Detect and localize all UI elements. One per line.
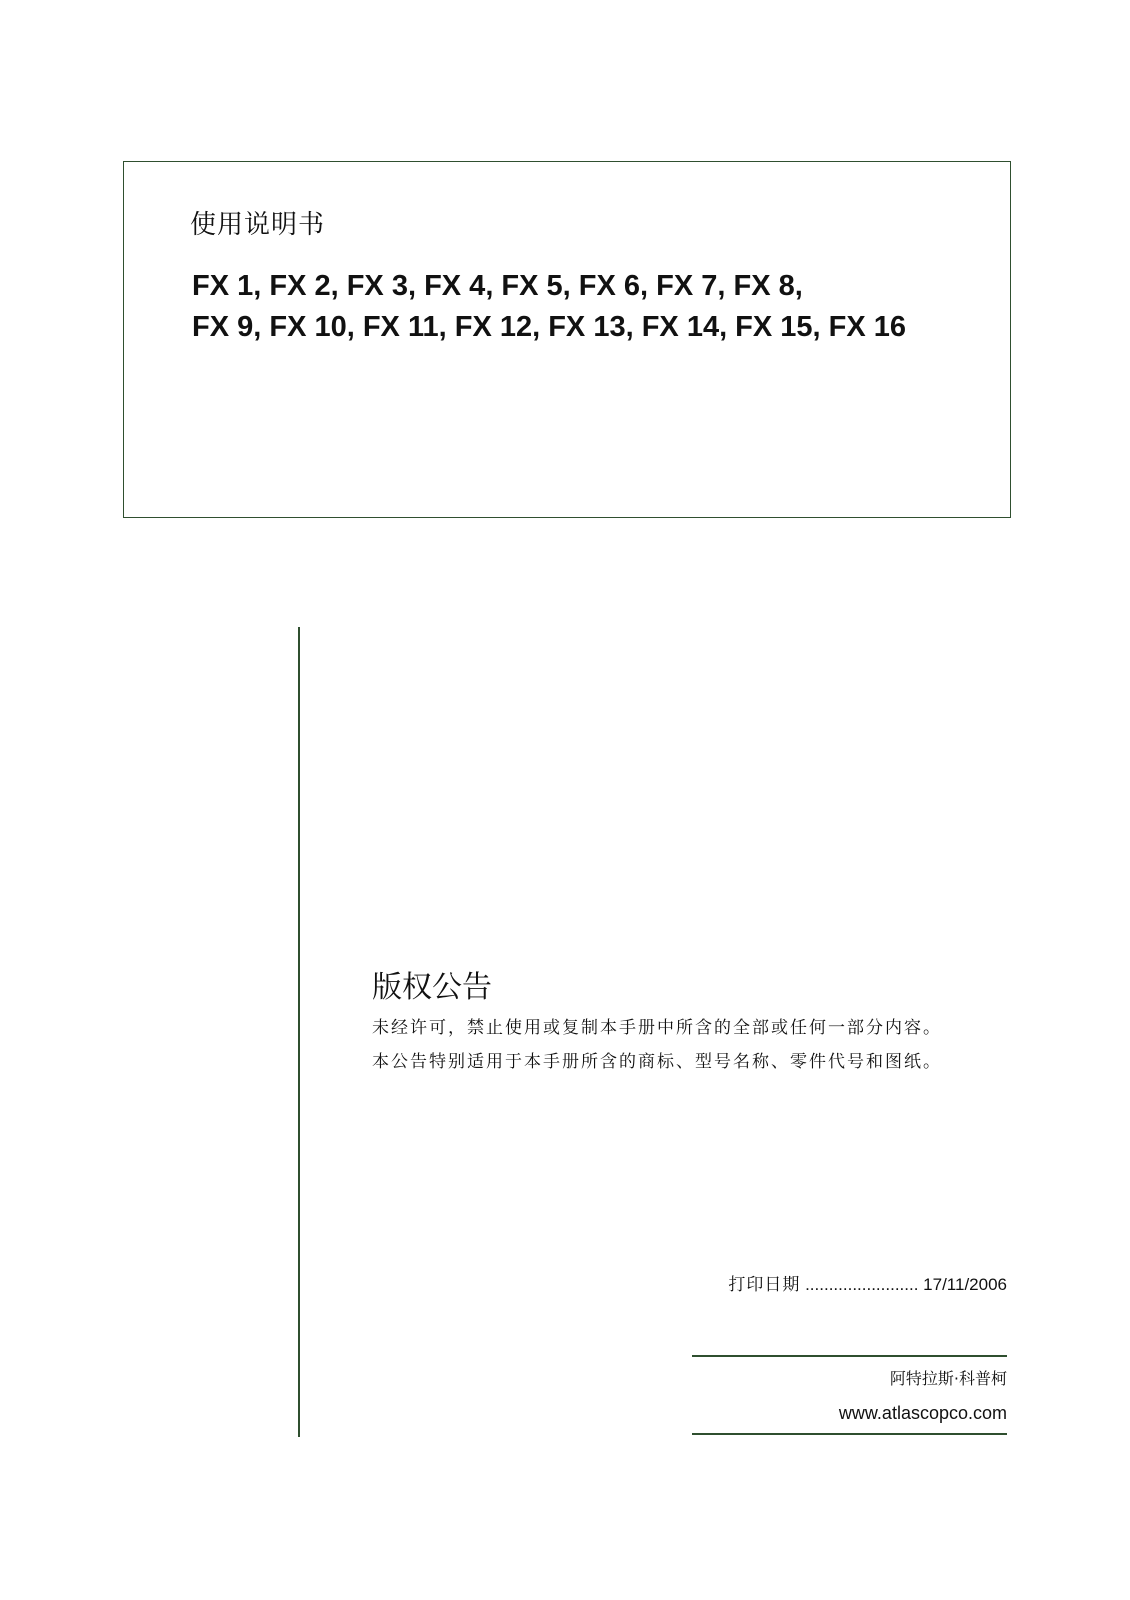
copyright-notice-line-2: 本公告特别适用于本手册所含的商标、型号名称、零件代号和图纸。 xyxy=(372,1052,942,1072)
vertical-divider xyxy=(298,627,300,1437)
cover-title-box xyxy=(123,161,1011,518)
copyright-notice-title: 版权公告 xyxy=(372,970,492,1005)
company-website-link[interactable]: www.atlascopco.com xyxy=(838,1403,1007,1423)
copyright-notice-line-1: 未经许可，禁止使用或复制本手册中所含的全部或任何一部分内容。 xyxy=(372,1018,942,1038)
document-type-title: 使用说明书 xyxy=(190,210,326,240)
model-list xyxy=(192,266,906,348)
footer-bottom-rule xyxy=(692,1433,1007,1435)
print-date-label: 打印日期 xyxy=(728,1275,801,1295)
print-date-value: 17/11/2006 xyxy=(923,1275,1007,1294)
model-list-line-1: FX 1, FX 2, FX 3, FX 4, FX 5, FX 6, FX 7, FX 8, xyxy=(192,270,803,302)
print-date xyxy=(728,1270,1007,1295)
model-list-line-2: FX 9, FX 10, FX 11, FX 12, FX 13, FX 14, FX 15, FX 16 xyxy=(192,311,907,343)
print-date-leader: ........................ xyxy=(800,1275,924,1294)
company-name: 阿特拉斯·科普柯 xyxy=(889,1369,1007,1388)
footer-top-rule xyxy=(692,1355,1007,1357)
